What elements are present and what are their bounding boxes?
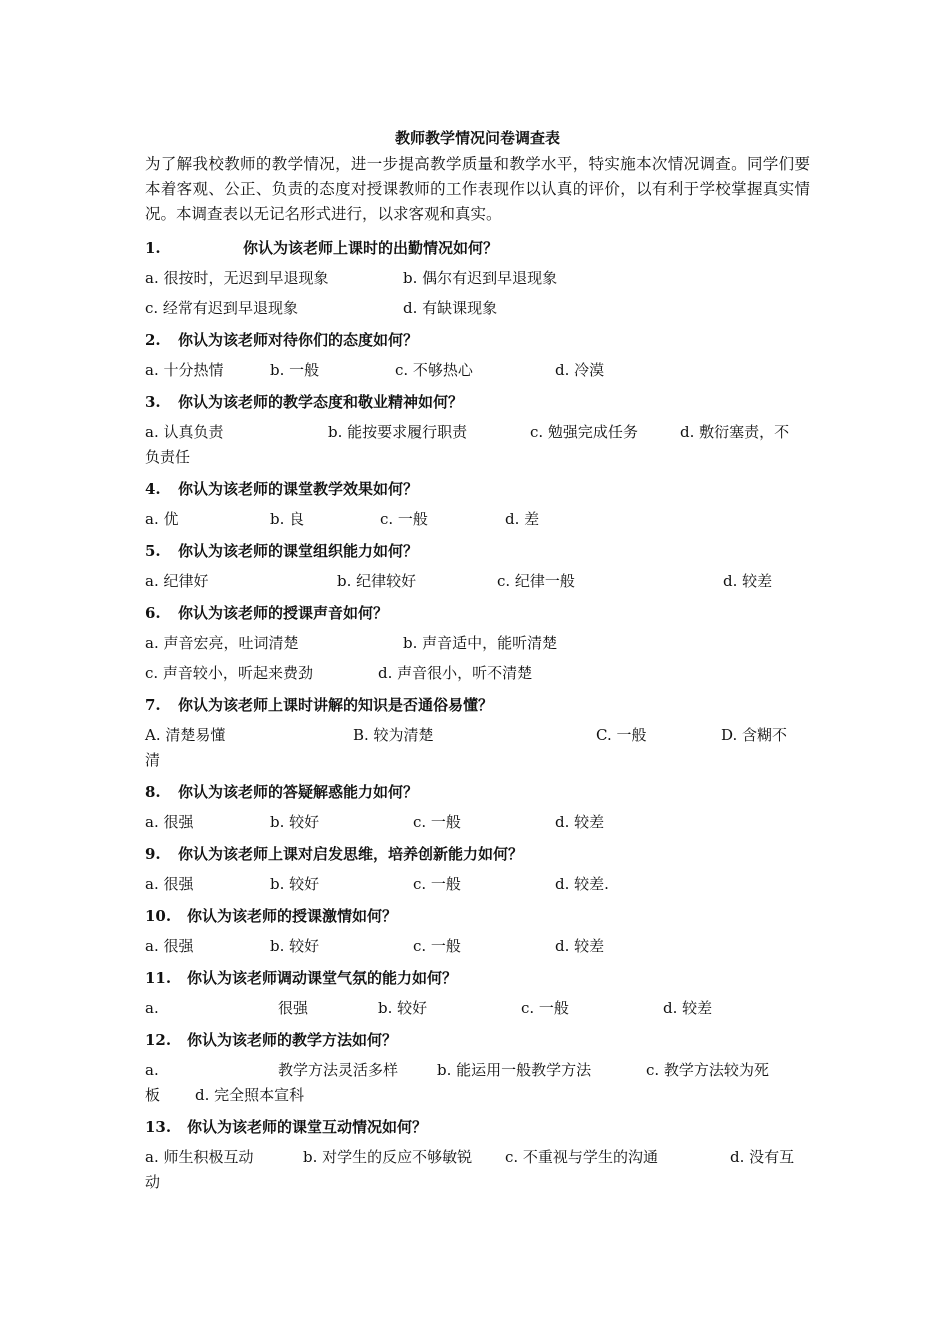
option-c[interactable]: c. 不重视与学生的沟通 <box>505 1148 658 1166</box>
options-row <box>145 996 810 1021</box>
options-row <box>145 296 810 321</box>
option-a[interactable]: a. 很强 <box>145 875 194 893</box>
question-5 <box>145 541 418 561</box>
option-b[interactable]: b. 对学生的反应不够敏锐 <box>303 1148 473 1166</box>
question-number: 2. <box>145 331 161 349</box>
option-b[interactable]: b. 能运用一般教学方法 <box>437 1061 592 1079</box>
options-row <box>145 358 810 383</box>
option-c-continued: 板 <box>145 1086 161 1104</box>
option-c[interactable]: c. 纪律一般 <box>497 572 575 590</box>
question-10 <box>145 906 397 926</box>
question-number: 3. <box>145 393 161 411</box>
option-b[interactable]: B. 较为清楚 <box>353 726 434 744</box>
question-number: 4. <box>145 480 161 498</box>
question-text: 你认为该老师的课堂互动情况如何？ <box>187 1118 428 1136</box>
question-12 <box>145 1030 397 1050</box>
question-4 <box>145 479 418 499</box>
option-c[interactable]: c. 勉强完成任务 <box>530 423 638 441</box>
option-c[interactable]: c. 不够热心 <box>395 361 473 379</box>
options-row <box>145 872 810 897</box>
question-text: 你认为该老师调动课堂气氛的能力如何？ <box>187 969 458 987</box>
option-b[interactable]: b. 纪律较好 <box>337 572 417 590</box>
option-c[interactable]: c. 一般 <box>380 510 428 528</box>
option-c[interactable]: c. 一般 <box>413 937 461 955</box>
option-c[interactable]: c. 声音较小，听起来费劲 <box>145 664 313 682</box>
option-d[interactable]: d. 较差 <box>723 572 773 590</box>
options-row <box>145 661 810 686</box>
option-a[interactable]: a. 优 <box>145 510 179 528</box>
options-row <box>145 723 810 748</box>
question-number: 10. <box>145 907 172 925</box>
question-text: 你认为该老师上课对启发思维，培养创新能力如何？ <box>178 845 524 863</box>
option-d[interactable]: D. 含糊不 <box>721 726 788 744</box>
option-b[interactable]: b. 较好 <box>270 813 320 831</box>
options-row <box>145 934 810 959</box>
option-a-text[interactable]: 很强 <box>278 999 309 1017</box>
option-d[interactable]: d. 差 <box>505 510 540 528</box>
question-number: 6. <box>145 604 161 622</box>
question-7 <box>145 695 493 715</box>
option-c[interactable]: c. 教学方法较为死 <box>646 1061 769 1079</box>
options-row <box>145 1145 810 1170</box>
options-row <box>145 266 810 291</box>
question-number: 12. <box>145 1031 172 1049</box>
question-11 <box>145 968 457 988</box>
question-text: 你认为该老师的答疑解惑能力如何？ <box>178 783 419 801</box>
option-d[interactable]: d. 较差 <box>555 937 605 955</box>
option-d[interactable]: d. 没有互 <box>730 1148 795 1166</box>
option-b[interactable]: b. 较好 <box>378 999 428 1017</box>
option-b[interactable]: b. 声音适中，能听清楚 <box>403 634 558 652</box>
options-row <box>145 420 810 445</box>
option-c[interactable]: c. 一般 <box>413 875 461 893</box>
option-b[interactable]: b. 偶尔有迟到早退现象 <box>403 269 558 287</box>
option-d[interactable]: d. 敷衍塞责，不 <box>680 423 790 441</box>
page-title: 教师教学情况问卷调查表 <box>394 129 560 147</box>
option-a[interactable]: A. 清楚易懂 <box>145 726 226 744</box>
options-row <box>145 1083 810 1108</box>
option-a[interactable]: a. 声音宏亮，吐词清楚 <box>145 634 299 652</box>
question-text: 你认为该老师对待你们的态度如何？ <box>178 331 419 349</box>
option-b[interactable]: b. 较好 <box>270 937 320 955</box>
question-number: 9. <box>145 845 161 863</box>
question-text: 你认为该老师上课时讲解的知识是否通俗易懂？ <box>178 696 494 714</box>
options-row <box>145 631 810 656</box>
option-b[interactable]: b. 一般 <box>270 361 320 379</box>
question-text: 你认为该老师的教学方法如何？ <box>187 1031 398 1049</box>
option-d[interactable]: d. 有缺课现象 <box>403 299 498 317</box>
intro-paragraph: 为了解我校教师的教学情况，进一步提高教学质量和教学水平，特实施本次情况调查。同学们要本着客观、公正、负责的态度对授课教师的工作表现作以认真的评价，以有利于学校掌握真实情况。本调查表以无记名形式进行，以求客观和真实。 <box>145 155 810 223</box>
options-row <box>145 1058 810 1083</box>
option-a[interactable]: a. 十分热情 <box>145 361 224 379</box>
option-a[interactable]: a. 很按时，无迟到早退现象 <box>145 269 329 287</box>
option-d-continued: 动 <box>145 1173 161 1191</box>
question-number: 8. <box>145 783 161 801</box>
option-b[interactable]: b. 较好 <box>270 875 320 893</box>
option-c[interactable]: c. 经常有迟到早退现象 <box>145 299 298 317</box>
question-1 <box>145 238 498 258</box>
options-row <box>145 507 810 532</box>
question-text: 你认为该老师的教学态度和敬业精神如何？ <box>178 393 464 411</box>
option-d[interactable]: d. 声音很小，听不清楚 <box>378 664 533 682</box>
option-d[interactable]: d. 较差 <box>555 813 605 831</box>
question-3 <box>145 392 463 412</box>
options-row <box>145 810 810 835</box>
option-d-continued: 负责任 <box>145 448 191 466</box>
question-text: 你认为该老师的授课激情如何？ <box>187 907 398 925</box>
option-d-continued: 清 <box>145 751 161 769</box>
question-text: 你认为该老师上课时的出勤情况如何？ <box>243 239 499 257</box>
question-number: 11. <box>145 969 172 987</box>
question-8 <box>145 782 418 802</box>
question-text: 你认为该老师的课堂组织能力如何？ <box>178 542 419 560</box>
question-2 <box>145 330 418 350</box>
option-b[interactable]: b. 良 <box>270 510 305 528</box>
option-d[interactable]: d. 较差 <box>663 999 713 1017</box>
option-a[interactable]: a. <box>145 1061 159 1079</box>
question-9 <box>145 844 523 864</box>
question-6 <box>145 603 388 623</box>
options-row <box>145 569 810 594</box>
question-number: 1. <box>145 239 161 257</box>
option-c[interactable]: C. 一般 <box>596 726 647 744</box>
option-a[interactable]: a. <box>145 999 159 1017</box>
option-b[interactable]: b. 能按要求履行职责 <box>328 423 468 441</box>
option-d[interactable]: d. 完全照本宣科 <box>195 1086 305 1104</box>
question-text: 你认为该老师的授课声音如何？ <box>178 604 389 622</box>
question-number: 5. <box>145 542 161 560</box>
question-13 <box>145 1117 427 1137</box>
question-text: 你认为该老师的课堂教学效果如何？ <box>178 480 419 498</box>
option-c[interactable]: c. 一般 <box>521 999 569 1017</box>
option-a[interactable]: a. 很强 <box>145 813 194 831</box>
option-a[interactable]: a. 很强 <box>145 937 194 955</box>
question-number: 13. <box>145 1118 172 1136</box>
option-a[interactable]: a. 纪律好 <box>145 572 209 590</box>
option-a[interactable]: a. 认真负责 <box>145 423 224 441</box>
option-d[interactable]: d. 冷漠 <box>555 361 605 379</box>
option-d[interactable]: d. 较差. <box>555 875 609 893</box>
option-c[interactable]: c. 一般 <box>413 813 461 831</box>
option-a-text[interactable]: 教学方法灵活多样 <box>278 1061 399 1079</box>
question-number: 7. <box>145 696 161 714</box>
option-a[interactable]: a. 师生积极互动 <box>145 1148 254 1166</box>
